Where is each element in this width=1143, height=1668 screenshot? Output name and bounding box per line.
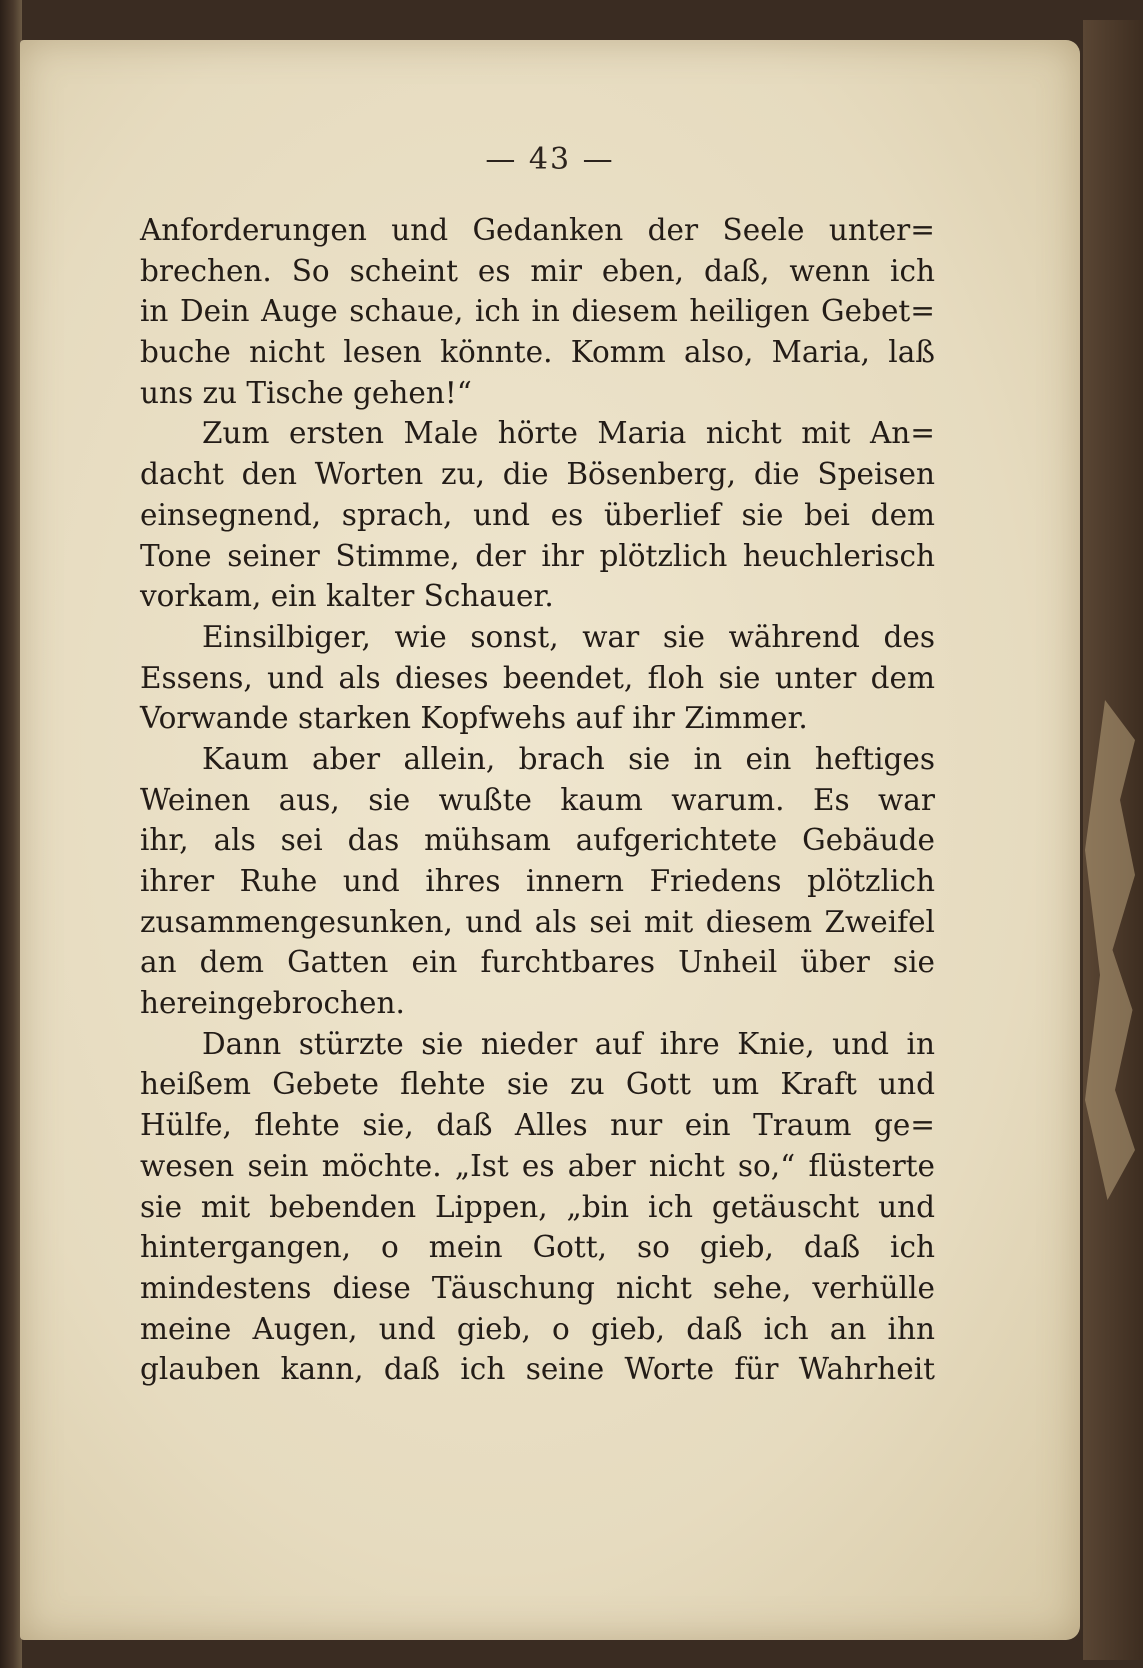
book-page: [20, 40, 1080, 1640]
text-line: zusammengesunken, und als sei mit diesem Zweifel: [140, 904, 935, 939]
text-line: Tone seiner Stimme, der ihr plötzlich heuchlerisch: [140, 538, 935, 573]
text-line: hereingebrochen.: [140, 986, 405, 1021]
text-line: meine Augen, und gieb, o gieb, daß ich an ihn: [140, 1311, 935, 1346]
text-line: hintergangen, o mein Gott, so gieb, daß ich: [140, 1230, 935, 1265]
text-line: Dann stürzte sie nieder auf ihre Knie, und in: [202, 1026, 935, 1061]
body-text: [140, 210, 935, 1390]
text-line: mindestens diese Täuschung nicht sehe, verhülle: [140, 1270, 935, 1305]
text-line: heißem Gebete flehte sie zu Gott um Kraft und: [140, 1067, 935, 1102]
page-number: — 43 —: [485, 142, 615, 177]
text-line: sie mit bebenden Lippen, „bin ich getäuscht und: [140, 1189, 935, 1224]
text-line: einsegnend, sprach, und es überlief sie bei dem: [140, 497, 935, 532]
text-line: Kaum aber allein, brach sie in ein heftiges: [202, 741, 935, 776]
text-line: uns zu Tische gehen!“: [140, 375, 472, 410]
text-line: Vorwande starken Kopfwehs auf ihr Zimmer.: [140, 701, 808, 736]
text-line: an dem Gatten ein furchtbares Unheil über sie: [140, 945, 935, 980]
text-line: brechen. So scheint es mir eben, daß, wenn ich: [140, 253, 935, 288]
text-line: ihrer Ruhe und ihres innern Friedens plötzlich: [140, 864, 935, 898]
text-line: glauben kann, daß ich seine Worte für Wahrheit: [140, 1352, 935, 1387]
text-line: dacht den Worten zu, die Bösenberg, die Speisen: [140, 457, 935, 492]
book-spine: [0, 0, 22, 1668]
text-line: Essens, und als dieses beendet, floh sie unter dem: [140, 660, 935, 695]
text-line: Weinen aus, sie wußte kaum warum. Es war: [140, 782, 935, 817]
text-line: Einsilbiger, wie sonst, war sie während des: [202, 619, 935, 654]
text-line: Hülfe, flehte sie, daß Alles nur ein Traum ge=: [140, 1108, 935, 1143]
text-line: vorkam, ein kalter Schauer.: [140, 579, 554, 614]
text-line: wesen sein möchte. „Ist es aber nicht so,“ flüsterte: [140, 1148, 935, 1183]
text-line: ihr, als sei das mühsam aufgerichtete Gebäude: [140, 823, 935, 858]
text-line: Anforderungen und Gedanken der Seele unter=: [140, 213, 935, 247]
text-line: buche nicht lesen könnte. Komm also, Maria, laß: [140, 335, 935, 370]
text-line: in Dein Auge schaue, ich in diesem heiligen Gebet=: [140, 294, 935, 329]
text-line: Zum ersten Male hörte Maria nicht mit An=: [202, 416, 935, 451]
